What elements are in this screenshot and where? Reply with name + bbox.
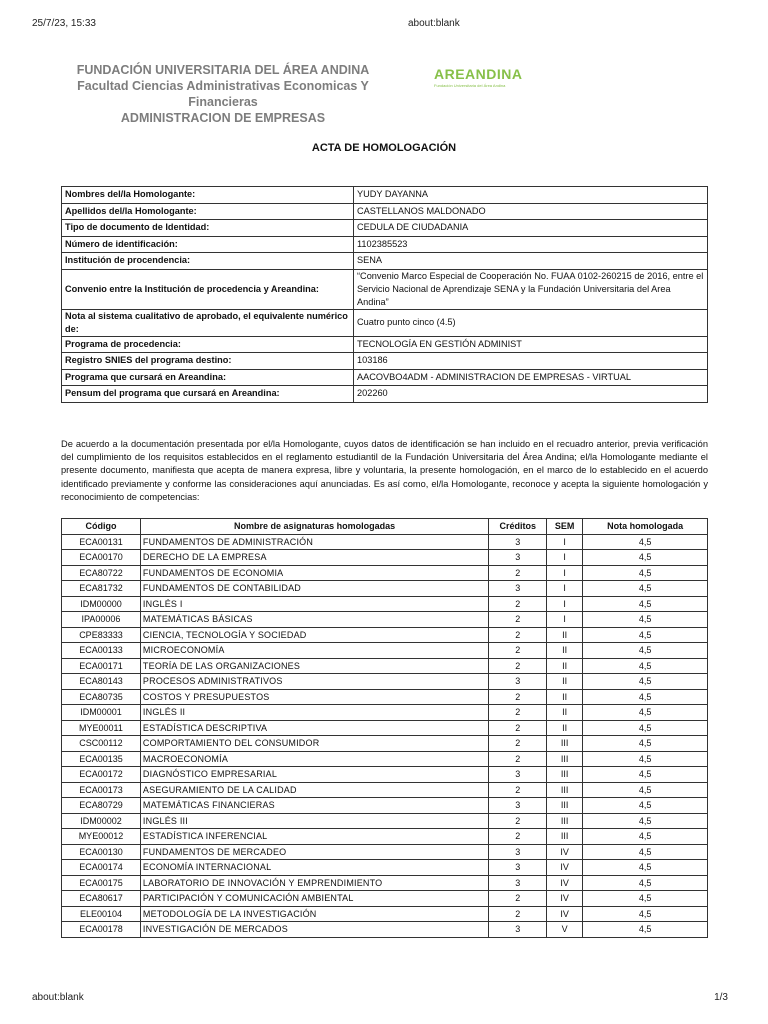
- course-grade: 4,5: [583, 813, 708, 829]
- course-credits: 2: [489, 782, 547, 798]
- course-name: INGLÉS II: [140, 705, 488, 721]
- course-code: ECA00173: [62, 782, 141, 798]
- course-name: FUNDAMENTOS DE MERCADEO: [140, 844, 488, 860]
- course-credits: 2: [489, 689, 547, 705]
- course-grade: 4,5: [583, 627, 708, 643]
- course-semester: V: [547, 922, 583, 938]
- course-name: TEORÍA DE LAS ORGANIZACIONES: [140, 658, 488, 674]
- course-code: ECA00175: [62, 875, 141, 891]
- homologant-info-table: [61, 186, 708, 403]
- course-credits: 2: [489, 906, 547, 922]
- program-name: ADMINISTRACION DE EMPRESAS: [120, 111, 326, 125]
- course-credits: 3: [489, 581, 547, 597]
- course-credits: 3: [489, 767, 547, 783]
- course-semester: II: [547, 705, 583, 721]
- course-grade: 4,5: [583, 767, 708, 783]
- logo-subtitle: Fundación Universitaria del Área Andina: [434, 83, 506, 88]
- print-url: about:blank: [408, 18, 460, 29]
- homologation-table: [61, 518, 708, 938]
- course-name: COSTOS Y PRESUPUESTOS: [140, 689, 488, 705]
- course-semester: IV: [547, 906, 583, 922]
- column-header: SEM: [547, 519, 583, 535]
- course-semester: III: [547, 751, 583, 767]
- course-grade: 4,5: [583, 534, 708, 550]
- course-credits: 3: [489, 550, 547, 566]
- course-semester: I: [547, 612, 583, 628]
- info-label: Nombres del/la Homologante:: [62, 187, 354, 204]
- course-semester: III: [547, 736, 583, 752]
- info-row: [62, 187, 708, 204]
- table-row: [62, 860, 708, 876]
- course-credits: 2: [489, 829, 547, 845]
- course-credits: 3: [489, 534, 547, 550]
- course-code: ECA00178: [62, 922, 141, 938]
- table-row: [62, 550, 708, 566]
- table-row: [62, 565, 708, 581]
- course-credits: 2: [489, 751, 547, 767]
- course-code: MYE00011: [62, 720, 141, 736]
- course-semester: I: [547, 596, 583, 612]
- table-row: [62, 751, 708, 767]
- info-label: Convenio entre la Institución de procedencia y Areandina:: [62, 269, 354, 309]
- table-row: [62, 906, 708, 922]
- course-grade: 4,5: [583, 550, 708, 566]
- course-code: ECA80729: [62, 798, 141, 814]
- table-row: [62, 596, 708, 612]
- table-row: [62, 720, 708, 736]
- table-row: [62, 736, 708, 752]
- table-row: [62, 922, 708, 938]
- course-code: ELE00104: [62, 906, 141, 922]
- course-credits: 2: [489, 596, 547, 612]
- table-row: [62, 875, 708, 891]
- course-semester: III: [547, 798, 583, 814]
- course-credits: 2: [489, 565, 547, 581]
- course-credits: 3: [489, 860, 547, 876]
- course-name: ESTADÍSTICA INFERENCIAL: [140, 829, 488, 845]
- document-title: ACTA DE HOMOLOGACIÓN: [311, 142, 457, 154]
- course-code: ECA00171: [62, 658, 141, 674]
- info-value: 1102385523: [354, 236, 708, 253]
- info-row: [62, 253, 708, 270]
- column-header: Código: [62, 519, 141, 535]
- course-grade: 4,5: [583, 689, 708, 705]
- course-semester: IV: [547, 891, 583, 907]
- table-row: [62, 829, 708, 845]
- course-name: PARTICIPACIÓN Y COMUNICACIÓN AMBIENTAL: [140, 891, 488, 907]
- course-code: ECA00131: [62, 534, 141, 550]
- table-row: [62, 643, 708, 659]
- course-name: ECONOMÍA INTERNACIONAL: [140, 860, 488, 876]
- course-semester: III: [547, 813, 583, 829]
- course-name: MACROECONOMÍA: [140, 751, 488, 767]
- info-label: Programa de procedencia:: [62, 336, 354, 353]
- course-code: ECA00130: [62, 844, 141, 860]
- course-credits: 3: [489, 875, 547, 891]
- areandina-logo: [434, 66, 524, 88]
- faculty-name: Facultad Ciencias Administrativas Economicas Y Financieras: [77, 79, 369, 109]
- table-row: [62, 581, 708, 597]
- course-semester: III: [547, 829, 583, 845]
- course-name: ASEGURAMIENTO DE LA CALIDAD: [140, 782, 488, 798]
- info-row: [62, 220, 708, 237]
- info-value: “Convenio Marco Especial de Cooperación No. FUAA 0102-260215 de 2016, entre el Servicio Nacional de Aprendizaje SENA y la Fundación Universitaria del Area Andina”: [354, 269, 708, 309]
- course-name: INVESTIGACIÓN DE MERCADOS: [140, 922, 488, 938]
- course-grade: 4,5: [583, 922, 708, 938]
- course-grade: 4,5: [583, 751, 708, 767]
- column-header: Nombre de asignaturas homologadas: [140, 519, 488, 535]
- print-date: 25/7/23, 15:33: [32, 18, 96, 29]
- agreement-paragraph: De acuerdo a la documentación presentada por el/la Homologante, cuyos datos de identificación se han incluido en el recuadro anterior, previa verificación del cumplimiento de los requisitos establecidos en el reglamento estudiantil de la Fundación Universitaria del Área Andina; el/la Homologante mediante el presente documento, manifiesta que acepta de manera expresa, libre y voluntaria, la presente homologación, en el marco de lo establecido en el acuerdo identificado previamente y conforme las consideraciones aquí anunciadas. Es así como, el/la Homologante, reconoce y acepta la siguiente homologación y reconocimiento de competencias:: [61, 439, 708, 502]
- course-credits: 2: [489, 720, 547, 736]
- course-grade: 4,5: [583, 906, 708, 922]
- info-value: CEDULA DE CIUDADANIA: [354, 220, 708, 237]
- course-code: IDM00002: [62, 813, 141, 829]
- course-credits: 2: [489, 612, 547, 628]
- table-row: [62, 689, 708, 705]
- course-grade: 4,5: [583, 705, 708, 721]
- course-semester: III: [547, 782, 583, 798]
- info-row: [62, 309, 708, 336]
- course-credits: 2: [489, 813, 547, 829]
- course-code: IDM00000: [62, 596, 141, 612]
- course-code: ECA80722: [62, 565, 141, 581]
- course-name: MICROECONOMÍA: [140, 643, 488, 659]
- info-row: [62, 369, 708, 386]
- course-grade: 4,5: [583, 596, 708, 612]
- course-semester: II: [547, 627, 583, 643]
- course-credits: 2: [489, 705, 547, 721]
- course-name: COMPORTAMIENTO DEL CONSUMIDOR: [140, 736, 488, 752]
- column-header: Nota homologada: [583, 519, 708, 535]
- course-code: ECA80735: [62, 689, 141, 705]
- course-code: IPA00006: [62, 612, 141, 628]
- course-credits: 3: [489, 674, 547, 690]
- course-grade: 4,5: [583, 581, 708, 597]
- course-semester: IV: [547, 860, 583, 876]
- table-row: [62, 782, 708, 798]
- info-value: TECNOLOGÍA EN GESTIÓN ADMINIST: [354, 336, 708, 353]
- info-label: Nota al sistema cualitativo de aprobado, el equivalente numérico de:: [62, 309, 354, 336]
- info-label: Programa que cursará en Areandina:: [62, 369, 354, 386]
- course-name: INGLÉS I: [140, 596, 488, 612]
- course-grade: 4,5: [583, 565, 708, 581]
- info-label: Institución de procendencia:: [62, 253, 354, 270]
- info-label: Tipo de documento de Identidad:: [62, 220, 354, 237]
- course-code: CSC00112: [62, 736, 141, 752]
- course-credits: 2: [489, 627, 547, 643]
- course-grade: 4,5: [583, 875, 708, 891]
- course-semester: II: [547, 643, 583, 659]
- table-row: [62, 674, 708, 690]
- course-semester: I: [547, 581, 583, 597]
- course-name: ESTADÍSTICA DESCRIPTIVA: [140, 720, 488, 736]
- info-label: Número de identificación:: [62, 236, 354, 253]
- table-row: [62, 813, 708, 829]
- info-row: [62, 336, 708, 353]
- course-name: DERECHO DE LA EMPRESA: [140, 550, 488, 566]
- course-credits: 2: [489, 643, 547, 659]
- course-grade: 4,5: [583, 860, 708, 876]
- course-grade: 4,5: [583, 782, 708, 798]
- course-grade: 4,5: [583, 844, 708, 860]
- course-code: ECA00172: [62, 767, 141, 783]
- info-value: Cuatro punto cinco (4.5): [354, 309, 708, 336]
- course-code: ECA00135: [62, 751, 141, 767]
- course-credits: 2: [489, 658, 547, 674]
- info-label: Registro SNIES del programa destino:: [62, 353, 354, 370]
- course-credits: 3: [489, 844, 547, 860]
- course-semester: II: [547, 674, 583, 690]
- table-row: [62, 891, 708, 907]
- course-semester: I: [547, 534, 583, 550]
- course-semester: I: [547, 565, 583, 581]
- info-value: 103186: [354, 353, 708, 370]
- course-code: ECA00174: [62, 860, 141, 876]
- course-name: FUNDAMENTOS DE ECONOMIA: [140, 565, 488, 581]
- course-code: ECA00170: [62, 550, 141, 566]
- table-header-row: [62, 519, 708, 535]
- course-code: ECA80143: [62, 674, 141, 690]
- institution-header: [58, 62, 388, 126]
- course-name: MATEMÁTICAS FINANCIERAS: [140, 798, 488, 814]
- course-grade: 4,5: [583, 736, 708, 752]
- footer-url: about:blank: [32, 992, 84, 1003]
- page-number: 1/3: [714, 992, 728, 1003]
- logo-name: AREANDINA: [434, 66, 523, 82]
- course-credits: 2: [489, 891, 547, 907]
- info-value: CASTELLANOS MALDONADO: [354, 203, 708, 220]
- course-semester: II: [547, 720, 583, 736]
- info-row: [62, 386, 708, 403]
- info-label: Apellidos del/la Homologante:: [62, 203, 354, 220]
- info-value: SENA: [354, 253, 708, 270]
- table-row: [62, 658, 708, 674]
- course-name: MATEMÁTICAS BÁSICAS: [140, 612, 488, 628]
- table-row: [62, 767, 708, 783]
- course-name: PROCESOS ADMINISTRATIVOS: [140, 674, 488, 690]
- course-credits: 3: [489, 922, 547, 938]
- table-row: [62, 612, 708, 628]
- info-value: 202260: [354, 386, 708, 403]
- course-code: ECA00133: [62, 643, 141, 659]
- course-name: FUNDAMENTOS DE ADMINISTRACIÓN: [140, 534, 488, 550]
- course-name: METODOLOGÍA DE LA INVESTIGACIÓN: [140, 906, 488, 922]
- course-code: ECA81732: [62, 581, 141, 597]
- table-row: [62, 798, 708, 814]
- course-semester: IV: [547, 875, 583, 891]
- course-grade: 4,5: [583, 674, 708, 690]
- course-grade: 4,5: [583, 829, 708, 845]
- info-value: YUDY DAYANNA: [354, 187, 708, 204]
- course-code: MYE00012: [62, 829, 141, 845]
- course-code: ECA80617: [62, 891, 141, 907]
- course-semester: II: [547, 689, 583, 705]
- table-row: [62, 534, 708, 550]
- course-code: CPE83333: [62, 627, 141, 643]
- course-grade: 4,5: [583, 612, 708, 628]
- institution-name: FUNDACIÓN UNIVERSITARIA DEL ÁREA ANDINA: [76, 63, 370, 77]
- course-name: CIENCIA, TECNOLOGÍA Y SOCIEDAD: [140, 627, 488, 643]
- course-semester: IV: [547, 844, 583, 860]
- course-name: FUNDAMENTOS DE CONTABILIDAD: [140, 581, 488, 597]
- info-row: [62, 353, 708, 370]
- table-row: [62, 705, 708, 721]
- info-value: AACOVBO4ADM - ADMINISTRACION DE EMPRESAS - VIRTUAL: [354, 369, 708, 386]
- course-grade: 4,5: [583, 891, 708, 907]
- column-header: Créditos: [489, 519, 547, 535]
- course-grade: 4,5: [583, 658, 708, 674]
- course-name: LABORATORIO DE INNOVACIÓN Y EMPRENDIMIENTO: [140, 875, 488, 891]
- course-semester: I: [547, 550, 583, 566]
- course-credits: 3: [489, 798, 547, 814]
- course-code: IDM00001: [62, 705, 141, 721]
- course-semester: II: [547, 658, 583, 674]
- info-row: [62, 203, 708, 220]
- table-row: [62, 627, 708, 643]
- course-name: DIAGNÓSTICO EMPRESARIAL: [140, 767, 488, 783]
- info-row: [62, 269, 708, 309]
- course-grade: 4,5: [583, 643, 708, 659]
- course-credits: 2: [489, 736, 547, 752]
- course-grade: 4,5: [583, 798, 708, 814]
- course-grade: 4,5: [583, 720, 708, 736]
- course-name: INGLÉS III: [140, 813, 488, 829]
- info-row: [62, 236, 708, 253]
- info-label: Pensum del programa que cursará en Areandina:: [62, 386, 354, 403]
- table-row: [62, 844, 708, 860]
- course-semester: III: [547, 767, 583, 783]
